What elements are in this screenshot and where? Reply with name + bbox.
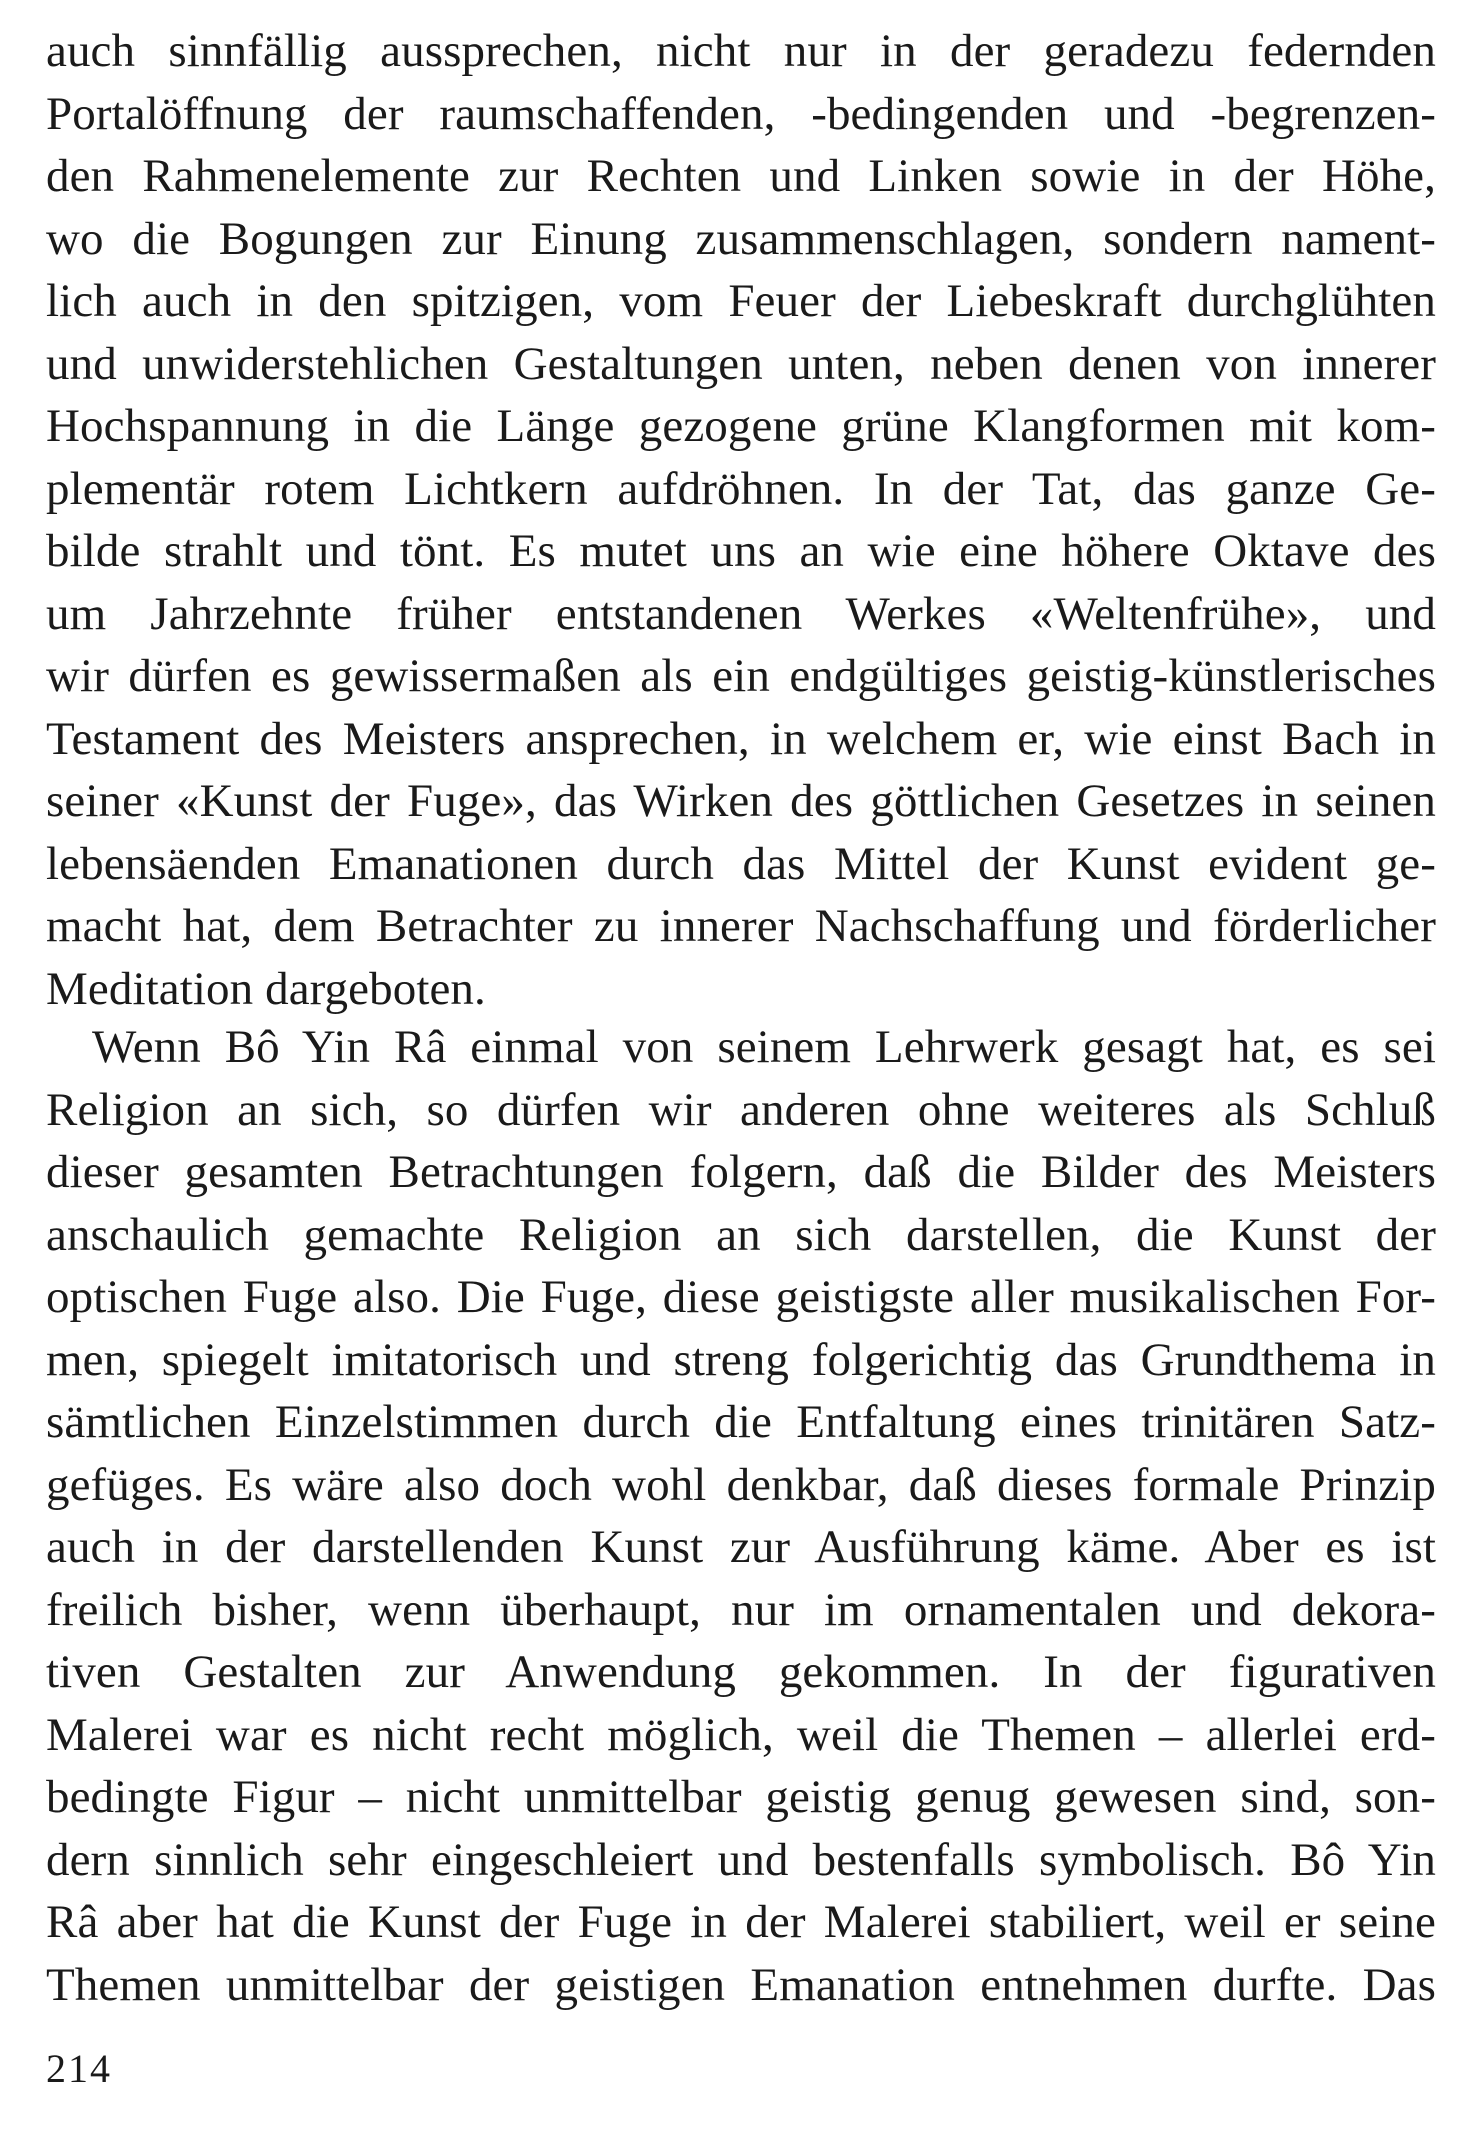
page-number: 214 — [46, 2046, 112, 2091]
text-line: Malerei war es nicht recht möglich, weil die Themen – allerlei erd- — [46, 1708, 1436, 1761]
text-line: um Jahrzehnte früher entstandenen Werkes «Weltenfrühe», und — [46, 587, 1436, 640]
text-line: bilde strahlt und tönt. Es mutet uns an wie eine höhere Oktave des — [46, 525, 1436, 577]
text-line: men, spiegelt imitatorisch und streng folgerichtig das Grundthema in — [46, 1333, 1436, 1386]
text-line: gefüges. Es wäre also doch wohl denkbar, daß dieses formale Prinzip — [46, 1458, 1436, 1511]
text-line: anschaulich gemachte Religion an sich darstellen, die Kunst der — [46, 1208, 1436, 1261]
text-line: Wenn Bô Yin Râ einmal von seinem Lehrwerk gesagt hat, es sei — [92, 1021, 1436, 1073]
text-line: bedingte Figur – nicht unmittelbar geistig genug gewesen sind, son- — [46, 1771, 1436, 1823]
text-line: optischen Fuge also. Die Fuge, diese geistigste aller musikalischen For- — [46, 1271, 1436, 1323]
text-line: Testament des Meisters ansprechen, in welchem er, wie einst Bach in — [46, 712, 1436, 765]
text-line: auch sinnfällig aussprechen, nicht nur in der geradezu federnden — [46, 25, 1436, 77]
paragraph-1 — [46, 20, 1436, 1020]
text-line: auch in der darstellenden Kunst zur Ausführung käme. Aber es ist — [46, 1521, 1436, 1573]
text-line: lebensäenden Emanationen durch das Mittel der Kunst evident ge- — [46, 837, 1436, 890]
text-line: Themen unmittelbar der geistigen Emanation entnehmen durfte. Das — [46, 1958, 1436, 2011]
text-line: wo die Bogungen zur Einung zusammenschlagen, sondern nament- — [46, 212, 1436, 265]
text-line: wir dürfen es gewissermaßen als ein endgültiges geistig-künstlerisches — [46, 650, 1436, 702]
text-line: und unwiderstehlichen Gestaltungen unten, neben denen von innerer — [46, 337, 1436, 390]
text-line: Religion an sich, so dürfen wir anderen ohne weiteres als Schluß — [46, 1083, 1436, 1136]
text-line: sämtlichen Einzelstimmen durch die Entfaltung eines trinitären Satz- — [46, 1396, 1436, 1448]
text-line: freilich bisher, wenn überhaupt, nur im ornamentalen und dekora- — [46, 1583, 1436, 1636]
text-line: Hochspannung in die Länge gezogene grüne Klangformen mit kom- — [46, 400, 1436, 452]
text-line: macht hat, dem Betrachter zu innerer Nachschaffung und förderlicher — [46, 900, 1436, 952]
text-line: Meditation dargeboten. — [46, 962, 486, 1015]
text-line: den Rahmenelemente zur Rechten und Linken sowie in der Höhe, — [46, 150, 1436, 202]
paragraph-2 — [46, 1016, 1436, 2016]
text-line: plementär rotem Lichtkern aufdröhnen. In der Tat, das ganze Ge- — [46, 462, 1436, 515]
text-line: Portalöffnung der raumschaffenden, -bedingenden und -begrenzen- — [46, 87, 1436, 140]
text-line: tiven Gestalten zur Anwendung gekommen. In der figurativen — [46, 1646, 1436, 1698]
text-line: seiner «Kunst der Fuge», das Wirken des göttlichen Gesetzes in seinen — [46, 775, 1436, 827]
text-line: dieser gesamten Betrachtungen folgern, daß die Bilder des Meisters — [46, 1146, 1436, 1198]
text-line: Râ aber hat die Kunst der Fuge in der Malerei stabiliert, weil er seine — [46, 1896, 1436, 1948]
text-line: dern sinnlich sehr eingeschleiert und bestenfalls symbolisch. Bô Yin — [46, 1833, 1436, 1886]
text-line: lich auch in den spitzigen, vom Feuer der Liebeskraft durchglühten — [46, 275, 1436, 327]
